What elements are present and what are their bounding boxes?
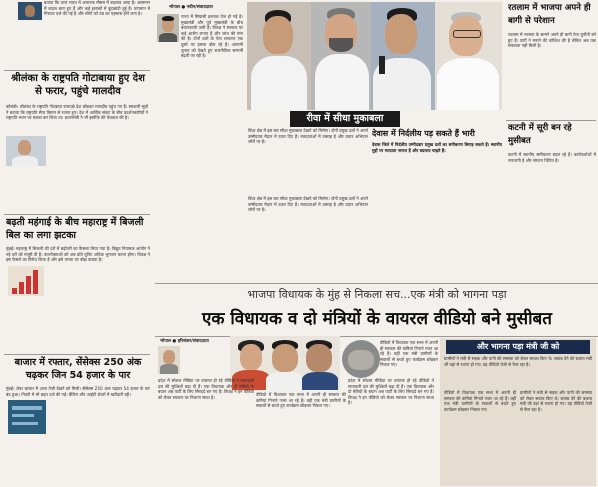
column-5 [506, 0, 598, 282]
story2-headline: बढ़ती महंगाई के बीच महाराष्ट्र में बिजली बिल का लगा झटका [6, 217, 144, 241]
story3-headline: बाजार में रफ्तार, सेंसेक्स 250 अंक चढ़कर जिन 54 हजार के पार [14, 357, 142, 381]
column3-text: विंध्य क्षेत्र में इस बार सीधा मुकाबला देखने को मिलेगा। दोनों प्रमुख दलों ने अपने उम्मीदवार मैदान में उतार दिए हैं। मतदाताओं में उत्साह है और प्रचार अभियान जोरों पर है। [248, 128, 368, 145]
column-2 [155, 0, 245, 282]
column2-author-photo [157, 14, 179, 42]
feature-body2: वीडियो में विधायक एक सभा में अपनी ही सरकार की कमियां गिनाते नजर आ रहे हैं। वहीं एक मंत्री ग्रामीणों के सवालों से बचते हुए कार्यक्रम छोड़कर निकल गए। [256, 392, 346, 409]
feature-photo-1 [158, 346, 180, 374]
sidebar-text-col2: ग्रामीणों ने मंत्री से सड़क और पानी की समस्या को लेकर सवाल किए थे। जवाब देने की बजाय मंत्री जी वहां से रवाना हो गए। यह वीडियो तेजी से फैल रहा है। [520, 390, 592, 412]
story1-headline: श्रीलंका के राष्ट्रपति गोटाबाया हुए देश से फरार, पहुंचे मालदीव [11, 73, 145, 97]
column2-text: राज्य में सियासी हलचल तेज हो गई है। मुख्यमंत्री और पूर्व मुख्यमंत्री के बीच बयानबाजी जारी है। विपक्ष ने सरकार पर कई आरोप लगाए हैं और जांच की मांग की है। दोनों दलों के नेता लगातार एक दूसरे पर हमला बोल रहे हैं। आगामी चुनाव को देखते हुए राजनीतिक सरगर्मी बढ़ती जा रही है। [181, 14, 243, 59]
photo-caption: रीवा में सीधा मुकाबला [290, 111, 400, 127]
story2-text: मुंबई। महाराष्ट्र में बिजली की दरों में बढ़ोतरी का फैसला लिया गया है। विद्युत नियामक आयोग ने नई दरों को मंजूरी दी है। उपभोक्ताओं को अब प्रति यूनिट अधिक भुगतान करना होगा। विपक्ष ने इस फैसले का विरोध किया है और इसे जनता पर बोझ बताया है। [6, 246, 150, 263]
story1-text: कोलंबो। श्रीलंका के राष्ट्रपति गोटबाया राजपक्षे देश छोड़कर मालदीव पहुंच गए हैं। सरकारी सूत्रों ने बताया कि राष्ट्रपति सैन्य विमान से रवाना हुए। देश में आर्थिक संकट के बीच प्रदर्शनकारियों ने राष्ट्रपति भवन पर कब्जा कर लिया था। प्रधानमंत्री ने भी इस्तीफे की पेशकश की है। [6, 104, 148, 121]
story3-text: मुंबई। शेयर बाजार में आज तेजी देखने को मिली। सेंसेक्स 250 अंक चढ़कर 54 हजार के पार बंद हुआ। निफ्टी में भी बढ़त दर्ज की गई। बैंकिंग और आईटी शेयरों में खरीदारी रही। [6, 386, 150, 397]
column4-headline: देवास में निर्दलीय पड़ सकते हैं भारी [372, 129, 475, 138]
column3-lower-text: विंध्य क्षेत्र में इस बार सीधा मुकाबला देखने को मिलेगा। दोनों प्रमुख दलों ने अपने उम्मीदवार मैदान में उतार दिए हैं। मतदाताओं में उत्साह है और प्रचार अभियान जोरों पर है। [248, 196, 368, 213]
sidebar-text-col1: वीडियो में विधायक एक सभा में अपनी ही सरकार की कमियां गिनाते नजर आ रहे हैं। वहीं एक मंत्री ग्रामीणों के सवालों से बचते हुए कार्यक्रम छोड़कर निकल गए। [444, 390, 516, 412]
column1-top-text: बताया कि उत्तर भारत में अचानक मौसम में बदलाव आया है। आसमान में बादल छाए हुए हैं और कई इलाकों में बूंदाबांदी हुई है। तापमान में गिरावट दर्ज की गई है और लोगों को ठंड का एहसास होने लगा है। [44, 0, 150, 17]
column5-text1: रतलाम में भाजपा के सामने अपने ही बागी नेता चुनौती बने हुए हैं। पार्टी ने मनाने की कोशिश की है लेकिन अब तक सफलता नहीं मिली है। [508, 32, 596, 49]
column5-headline1: रतलाम में भाजपा अपने ही बागी से परेशान [508, 3, 591, 26]
sidebar-headline: और भागना पड़ा मंत्री जी को [446, 340, 590, 354]
column5-text2: कटनी में स्थानीय समीकरण बदल रहे हैं। कार्यकर्ताओं में नाराजगी है और संगठन चिंतित है। [508, 152, 596, 163]
feature-body2b: प्रदेश में सोशल मीडिया पर वायरल हो रहे वीडियो ने सत्ताधारी दल की मुश्किलें बढ़ा दी हैं। एक विधायक और दो मंत्रियों के बयान अब पार्टी के लिए सिरदर्द बन गए हैं। विपक्ष ने इन वीडियो को लेकर सरकार पर निशाना साधा है। [348, 378, 434, 406]
column2-byline: भोपाल ● नवीन/संवाददाता [169, 5, 213, 10]
sidebar-text: ग्रामीणों ने मंत्री से सड़क और पानी की समस्या को लेकर सवाल किए थे। जवाब देने की बजाय मंत्री जी वहां से रवाना हो गए। यह वीडियो तेजी से फैल रहा है। [444, 356, 592, 367]
politicians-photo [247, 2, 502, 110]
column4-text: देवास जिले में निर्दलीय उम्मीदवार प्रमुख दलों का समीकरण बिगाड़ सकते हैं। स्थानीय मुद्दों पर मतदाता नाराज हैं और बदलाव चाहते हैं। [372, 142, 502, 153]
feature-byline: भोपाल ● हरिशंकर/संवाददाता [160, 339, 209, 344]
column1-top-photo [18, 2, 42, 20]
feature-sidebar [440, 338, 596, 486]
column5-headline2: कटनी में सूरी बन रहे मुसीबत [508, 123, 572, 146]
feature-body1: प्रदेश में सोशल मीडिया पर वायरल हो रहे वीडियो ने सत्ताधारी दल की मुश्किलें बढ़ा दी हैं। एक विधायक और दो मंत्रियों के बयान अब पार्टी के लिए सिरदर्द बन गए हैं। विपक्ष ने इन वीडियो को लेकर सरकार पर निशाना साधा है। [158, 378, 254, 400]
feature-body2c: वीडियो में विधायक एक सभा में अपनी ही सरकार की कमियां गिनाते नजर आ रहे हैं। वहीं एक मंत्री ग्रामीणों के सवालों से बचते हुए कार्यक्रम छोड़कर निकल गए। [380, 340, 438, 368]
column-1 [4, 0, 152, 487]
feature-headline: एक विधायक व दो मंत्रियों के वायरल वीडियो बने मुसीबत [202, 309, 552, 329]
feature-kicker: भाजपा विधायक के मुंह से निकला सच...एक मंत्री को भागना पड़ा [247, 288, 507, 301]
feature-photo-crowd [342, 340, 380, 378]
